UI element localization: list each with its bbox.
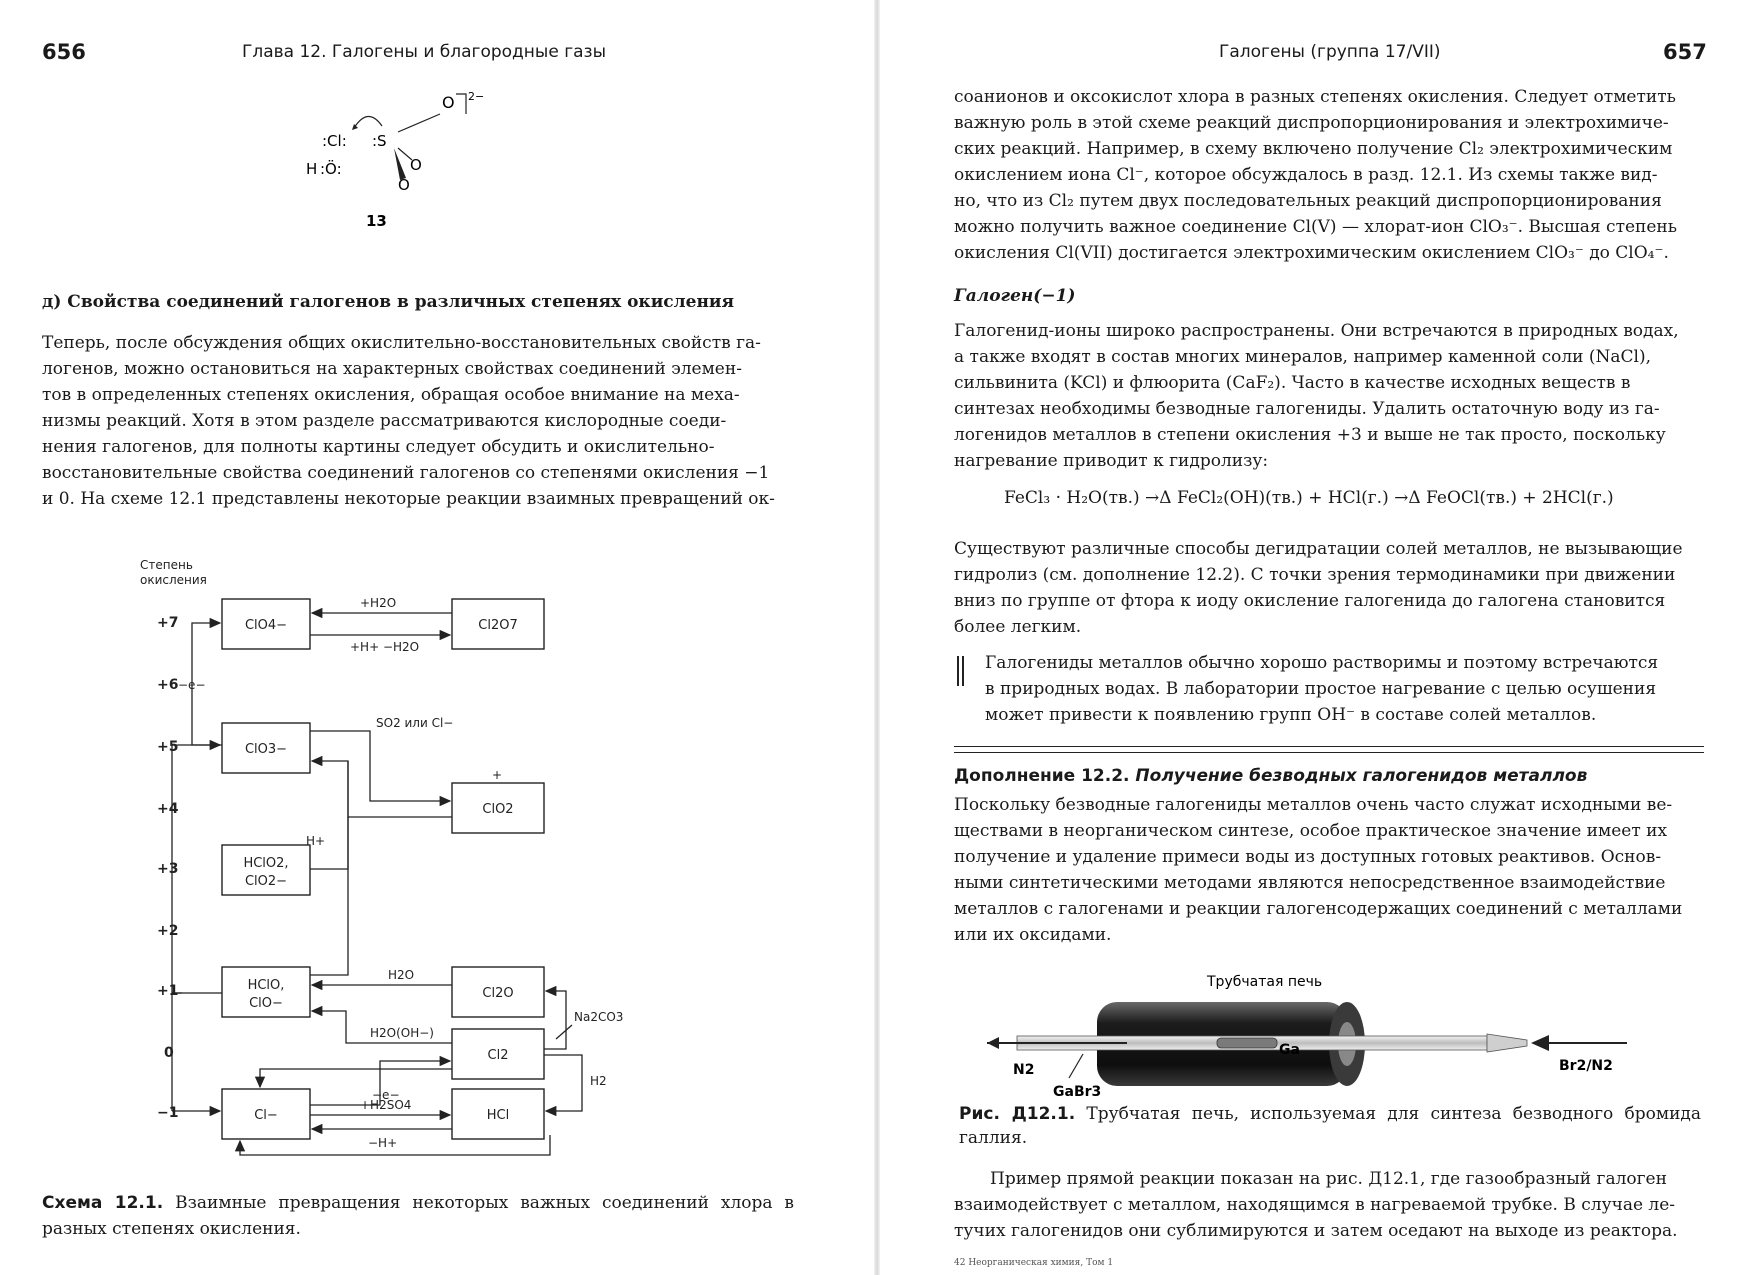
dehydration-line: более легким. <box>954 617 1082 637</box>
atom-oh: :Ö: <box>320 160 342 178</box>
note-line: Галогениды металлов обычно хорошо растворимы и поэтому встречаются <box>985 653 1659 673</box>
species-hclo2: HClO2, <box>243 856 289 871</box>
figure-caption-label: Рис. Д12.1. <box>959 1104 1076 1124</box>
ox-state-label: +7 <box>157 615 179 631</box>
dehydration-line: вниз по группе от фтора к иоду окисление галогенида до галогена становится <box>954 591 1666 611</box>
intro-line: Теперь, после обсуждения общих окислительно-восстановительных свойств га- <box>42 333 761 353</box>
continuation-line: соанионов и оксокислот хлора в разных степенях окисления. Следует отметить <box>954 87 1676 107</box>
note-bar <box>957 656 959 686</box>
label-gabr3: GaBr3 <box>1053 1084 1102 1100</box>
page-number-right: 657 <box>1663 40 1707 64</box>
running-header-left: Глава 12. Галогены и благородные газы <box>242 42 607 62</box>
hydrolysis-equation: FeCl₃ · H₂O(тв.) →Δ FeCl₂(OH)(тв.) + HCl(г.) →Δ FeOCl(тв.) + 2HCl(г.) <box>1004 488 1614 508</box>
reagent-h2: H2 <box>590 1074 607 1088</box>
supplement-line: Поскольку безводные галогениды металлов очень часто служат исходными ве- <box>954 795 1673 815</box>
ox-state-label: −1 <box>157 1105 179 1121</box>
charge-bracket <box>456 94 466 114</box>
charge-label: 2− <box>468 90 485 103</box>
right-page <box>877 0 1754 1275</box>
species-clo3: ClO3− <box>244 742 288 757</box>
note-line: может привести к появлению групп OH⁻ в составе солей металлов. <box>985 705 1597 725</box>
supplement-paragraph <box>954 792 1704 948</box>
tube-furnace-figure <box>1013 970 1637 1110</box>
ox-state-label: +6 <box>157 677 179 693</box>
continuation-line: ских реакций. Например, в схему включено получение Cl₂ электрохимическим <box>954 139 1673 159</box>
halide-line: Галогенид-ионы широко распространены. Они встречаются в природных водах, <box>954 321 1679 341</box>
species-clo-minus: ClO− <box>249 996 283 1011</box>
supplement-line: ными синтетическими методами являются непосредственное взаимодействие <box>954 873 1666 893</box>
label-ga: Ga <box>1279 1042 1300 1058</box>
axis-title-line: Степень <box>140 558 193 572</box>
page-number-left: 656 <box>42 40 86 64</box>
arrow-cl2-to-clminus <box>260 1069 452 1087</box>
pointer-gabr3 <box>1069 1054 1083 1078</box>
atom-o-top: O <box>442 93 455 112</box>
ox-state-label: 0 <box>164 1045 174 1061</box>
reagent-plus: + <box>492 768 503 782</box>
supplement-line: получение и удаление примеси воды из доступных готовых реактивов. Основ- <box>954 847 1662 867</box>
species-hclo: HClO, <box>247 978 285 993</box>
figure-title: Трубчатая печь <box>1207 974 1323 990</box>
arrow-outflow-head <box>987 1037 999 1049</box>
scheme-caption-label: Схема 12.1. <box>42 1193 164 1213</box>
arrow-clo2-to-clo3 <box>312 761 452 817</box>
atom-o-bottom: O <box>398 176 410 194</box>
closing-line: взаимодействует с металлом, находящимся в нагреваемой трубке. В случае ле- <box>954 1195 1676 1215</box>
reagent-hplus: H+ <box>306 834 326 848</box>
continuation-line: можно получить важное соединение Cl(V) — хлорат-ион ClO₃⁻. Высшая степень <box>954 217 1678 237</box>
scheme-12-1 <box>120 555 720 1175</box>
continuation-line: но, что из Cl₂ путем двух последовательных реакций диспропорционирования <box>954 191 1662 211</box>
ox-state-label: +4 <box>157 801 179 817</box>
na2co3-pointer <box>556 1025 572 1039</box>
reagent-h2o-mid: H2O <box>388 968 415 982</box>
note-line: в природных водах. В лаборатории простое нагревание с целью осушения <box>985 679 1657 699</box>
halide-line: логенидов металлов в степени окисления +3 и выше не так просто, поскольку <box>954 425 1666 445</box>
closing-paragraph <box>954 1166 1704 1244</box>
reagent-h2o-oh: H2O(OH−) <box>370 1026 434 1040</box>
continuation-line: окисления Cl(VII) достигается электрохимическим окислением ClO₃⁻ до ClO₄⁻. <box>954 243 1669 263</box>
label-n2: N2 <box>1013 1062 1035 1078</box>
ox-state-label: +2 <box>157 923 179 939</box>
species-cl2o7: Cl2O7 <box>478 618 518 633</box>
continuation-paragraph <box>954 84 1702 266</box>
footer-mark: 42 Неорганическая химия, Том 1 <box>954 1258 1114 1268</box>
supplement-line: металлов с галогенами и реакции галогенсодержащих соединений с металлами <box>954 899 1683 919</box>
axis-title-line: окисления <box>140 573 207 587</box>
dehydration-line: Существуют различные способы дегидратации солей металлов, не вызывающие <box>954 539 1683 559</box>
arrow-cl2-to-hcl <box>544 1055 582 1111</box>
reagent-minus-e-low: −e− <box>372 1088 400 1102</box>
arrow-cl2-to-cl2o <box>544 991 566 1049</box>
species-cl2: Cl2 <box>487 1048 509 1063</box>
figure-caption-text: Трубчатая печь, используемая для синтеза безводного бромида галлия. <box>959 1104 1701 1148</box>
gallium-boat <box>1217 1038 1277 1048</box>
dehydration-line: гидролиз (см. дополнение 12.2). С точки зрения термодинамики при движении <box>954 565 1676 585</box>
reagent-h2so4: +H2SO4 <box>360 1098 412 1112</box>
note-paragraph <box>985 650 1703 728</box>
atom-h: H <box>306 160 318 178</box>
line-hclo-to-clo3 <box>310 761 348 975</box>
structure-number: 13 <box>366 212 387 230</box>
continuation-line: важную роль в этой схеме реакций диспропорционирования и электрохимиче- <box>954 113 1669 133</box>
arrow-clo3-to-clo2 <box>310 731 450 801</box>
halide-line: а также входят в состав многих минералов, например каменной соли (NaCl), <box>954 347 1652 367</box>
supplement-heading: Получение безводных галогенидов металлов <box>1135 766 1588 786</box>
ox-state-label: +1 <box>157 983 179 999</box>
supplement-line: ществами в неорганическом синтезе, особое практическое значение имеет их <box>954 821 1668 841</box>
subheading-halogen-minus-1: Галоген(−1) <box>954 286 1076 306</box>
intro-line: низмы реакций. Хотя в этом разделе рассматриваются кислородные соеди- <box>42 411 727 431</box>
note-bar <box>962 656 964 686</box>
tube-inlet <box>1487 1034 1527 1052</box>
species-cl-minus: Cl− <box>254 1108 278 1123</box>
arrow-head <box>352 124 358 130</box>
ox-state-label: +3 <box>157 861 179 877</box>
reagent-so2-cl: SO2 или Cl− <box>376 716 454 730</box>
species-clo4: ClO4− <box>244 618 288 633</box>
reagent-minus-e: −e− <box>178 678 206 692</box>
halide-line: синтезах необходимы безводные галогениды. Удалить остаточную воду из га- <box>954 399 1660 419</box>
intro-line: логенов, можно остановиться на характерных свойствах соединений элемен- <box>42 359 742 379</box>
ox-state-label: +5 <box>157 739 179 755</box>
dehydration-paragraph <box>954 536 1702 640</box>
section-title: д) Свойства соединений галогенов в различных степенях окисления <box>42 292 735 312</box>
continuation-line: окислением иона Cl⁻, которое обсуждалось в разд. 12.1. Из схемы также вид- <box>954 165 1658 185</box>
running-header-right: Галогены (группа 17/VII) <box>1219 42 1441 62</box>
intro-line: и 0. На схеме 12.1 представлены некоторые реакции взаимных превращений ок- <box>42 489 775 509</box>
closing-line: тучих галогенидов они сублимируются и затем оседают на выходе из реактора. <box>954 1221 1678 1241</box>
atom-s: :S <box>372 132 387 150</box>
structure-13 <box>306 86 510 236</box>
intro-line: тов в определенных степенях окисления, обращая особое внимание на меха- <box>42 385 740 405</box>
species-cl2o: Cl2O <box>482 986 514 1001</box>
atom-o-right: O <box>410 156 422 174</box>
label-br2n2: Br2/N2 <box>1559 1058 1613 1074</box>
closing-line: Пример прямой реакции показан на рис. Д12.1, где газообразный галоген <box>990 1169 1667 1189</box>
scheme-caption <box>42 1190 794 1242</box>
species-clo2-minus: ClO2− <box>244 874 288 889</box>
scheme-caption-text: Взаимные превращения некоторых важных соединений хлора в разных степенях окисления. <box>42 1193 794 1239</box>
reagent-na2co3: Na2CO3 <box>574 1010 624 1024</box>
halide-line: нагревание приводит к гидролизу: <box>954 451 1269 471</box>
atom-cl: :Cl: <box>322 132 347 150</box>
line-left-bus <box>172 745 222 993</box>
halide-paragraph <box>954 318 1702 474</box>
box-rule-top <box>954 746 1704 747</box>
reagent-h2o: +H2O <box>360 596 397 610</box>
intro-paragraph <box>42 330 794 512</box>
supplement-line: или их оксидами. <box>954 925 1112 945</box>
species-clo2: ClO2 <box>482 802 514 817</box>
bond-s-o-top <box>398 114 440 132</box>
reagent-minus-hplus: −H+ <box>368 1136 398 1150</box>
figure-caption <box>959 1102 1701 1150</box>
supplement-label: Дополнение 12.2. <box>954 766 1130 786</box>
arrow-curve <box>354 116 382 128</box>
reagent-hplus-h2o: +H+ −H2O <box>350 640 420 654</box>
box-rule-top2 <box>954 752 1704 753</box>
halide-line: сильвинита (KCl) и флюорита (CaF₂). Часто в качестве исходных веществ в <box>954 373 1631 393</box>
species-hcl: HCl <box>486 1108 510 1123</box>
intro-line: нения галогенов, для полноты картины следует обсудить и окислительно- <box>42 437 715 457</box>
intro-line: восстановительные свойства соединений галогенов со степенями окисления −1 <box>42 463 770 483</box>
supplement-title <box>954 766 1587 786</box>
